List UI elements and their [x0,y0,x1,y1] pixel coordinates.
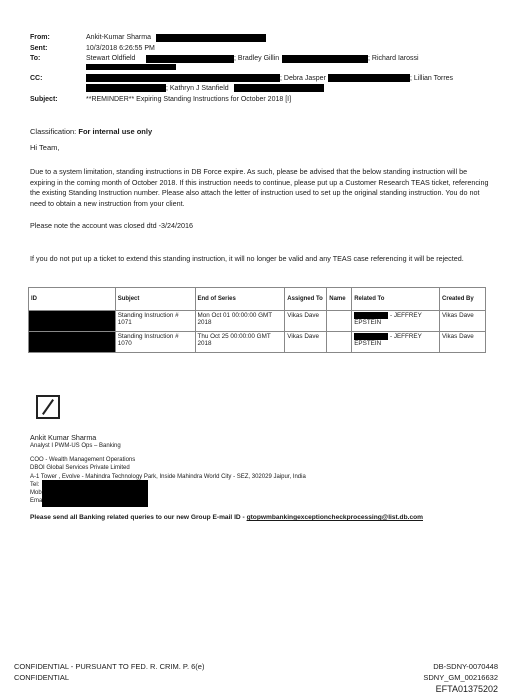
col-header: End of Series [195,288,285,311]
end-cell: Thu Oct 25 00:00:00 GMT 2018 [195,332,285,353]
from-label: From: [30,34,50,41]
col-header: Subject [115,288,195,311]
cc-label: CC: [30,75,43,82]
table-row [29,332,486,353]
redaction [29,332,115,352]
footer-bates-1: DB-SDNY-0070448 [433,662,498,671]
footer-efta-number: EFTA01375202 [435,684,498,694]
col-header: Created By [440,288,486,311]
created-cell: Vikas Dave [440,332,486,353]
id-cell [29,332,116,353]
related-cell: - JEFFREY EPSTEIN [352,332,440,353]
classification: Classification: For internal use only [30,127,153,136]
name-cell [327,332,352,353]
greeting: Hi Team, [30,143,60,152]
created-cell: Vikas Dave [440,311,486,332]
redaction [86,64,176,70]
assigned-cell: Vikas Dave [285,311,327,332]
paragraph-warning: If you do not put up a ticket to extend this standing instruction, it will no longer be valid and any TEAS case referencing it will be rejected. [30,254,464,263]
redaction [29,311,115,331]
from-value: Ankit-Kumar Sharma [86,34,151,41]
col-header: Name [327,288,352,311]
signature-name: Ankit Kumar Sharma [30,433,97,442]
notice: Please send all Banking related queries to our new Group E-mail ID - gtopwmbankingexceptioncheckprocessing@list.db.com [30,514,423,521]
signature-tel: Tel: [30,482,40,488]
signature-address: A-1 Tower , Evolve - Mahindra Technology Park, Inside Mahindra World City - SEZ, 302029 Jaipur, India [30,474,306,480]
to-label: To: [30,55,41,62]
subject-cell: Standing Instruction # 1071 [115,311,195,332]
signature-title: Analyst I PWM-US Ops – Banking [30,443,121,449]
bank-logo-icon [36,395,60,419]
cc-value-1: ; Debra Jasper [280,75,326,82]
related-cell: - JEFFREY EPSTEIN [352,311,440,332]
footer-confidential-2: CONFIDENTIAL [14,673,70,682]
name-cell [327,311,352,332]
redaction [86,74,280,82]
end-cell: Mon Oct 01 00:00:00 GMT 2018 [195,311,285,332]
to-value-1: Stewart Oldfield [86,55,136,62]
to-value-3: ; Richard Iarossi [368,55,419,62]
signature-email: Ema [30,498,43,504]
cc-value-3: ; Kathryn J Stanfield [166,85,229,92]
sent-label: Sent: [30,45,48,52]
group-email-link[interactable]: gtopwmbankingexceptioncheckprocessing@list.db.com [246,514,423,521]
signature-line-1: COO - Wealth Management Operations [30,457,136,463]
signature-mobile: Mob [30,490,42,496]
redaction [86,84,166,92]
redaction [354,333,388,340]
redaction [234,84,324,92]
id-cell [29,311,116,332]
assigned-cell: Vikas Dave [285,332,327,353]
redaction [146,55,234,63]
redaction [156,34,266,42]
paragraph-instructions: Due to a system limitation, standing instructions in DB Force expire. As such, please be advised that the below standing instruction will be expiring in the coming month of October 2018. If this instruction needs to continue, please put up a Customer Research TEAS ticket, referencing the existing Standing Instruction number. Please also attach the letter of instruction used to set up the original standing instruction. You do not need to obtain a new instruction from your client. [30,167,489,208]
redaction [282,55,368,63]
col-header: Assigned To [285,288,327,311]
signature-line-2: DBOI Global Services Private Limited [30,465,130,471]
footer-confidential-1: CONFIDENTIAL - PURSUANT TO FED. R. CRIM. P. 6(e) [14,662,205,671]
redaction [328,74,410,82]
sent-value: 10/3/2018 6:26:55 PM [86,45,155,52]
table-row [29,311,486,332]
col-header: Related To [352,288,440,311]
redaction [42,480,148,507]
to-value-2: ; Bradley Gillin [234,55,280,62]
cc-value-2: ; Lillian Torres [410,75,454,82]
footer-bates-2: SDNY_GM_00216632 [423,673,498,682]
table-header-row [29,288,486,311]
standing-instructions-table [28,287,486,353]
redaction [354,312,388,319]
paragraph-account-closed: Please note the account was closed dtd -3/24/2016 [30,221,194,230]
col-header: ID [29,288,116,311]
subject-cell: Standing Instruction # 1070 [115,332,195,353]
subject-value: **REMINDER** Expiring Standing Instructions for October 2018 [I] [86,96,292,103]
subject-label: Subject: [30,96,58,103]
